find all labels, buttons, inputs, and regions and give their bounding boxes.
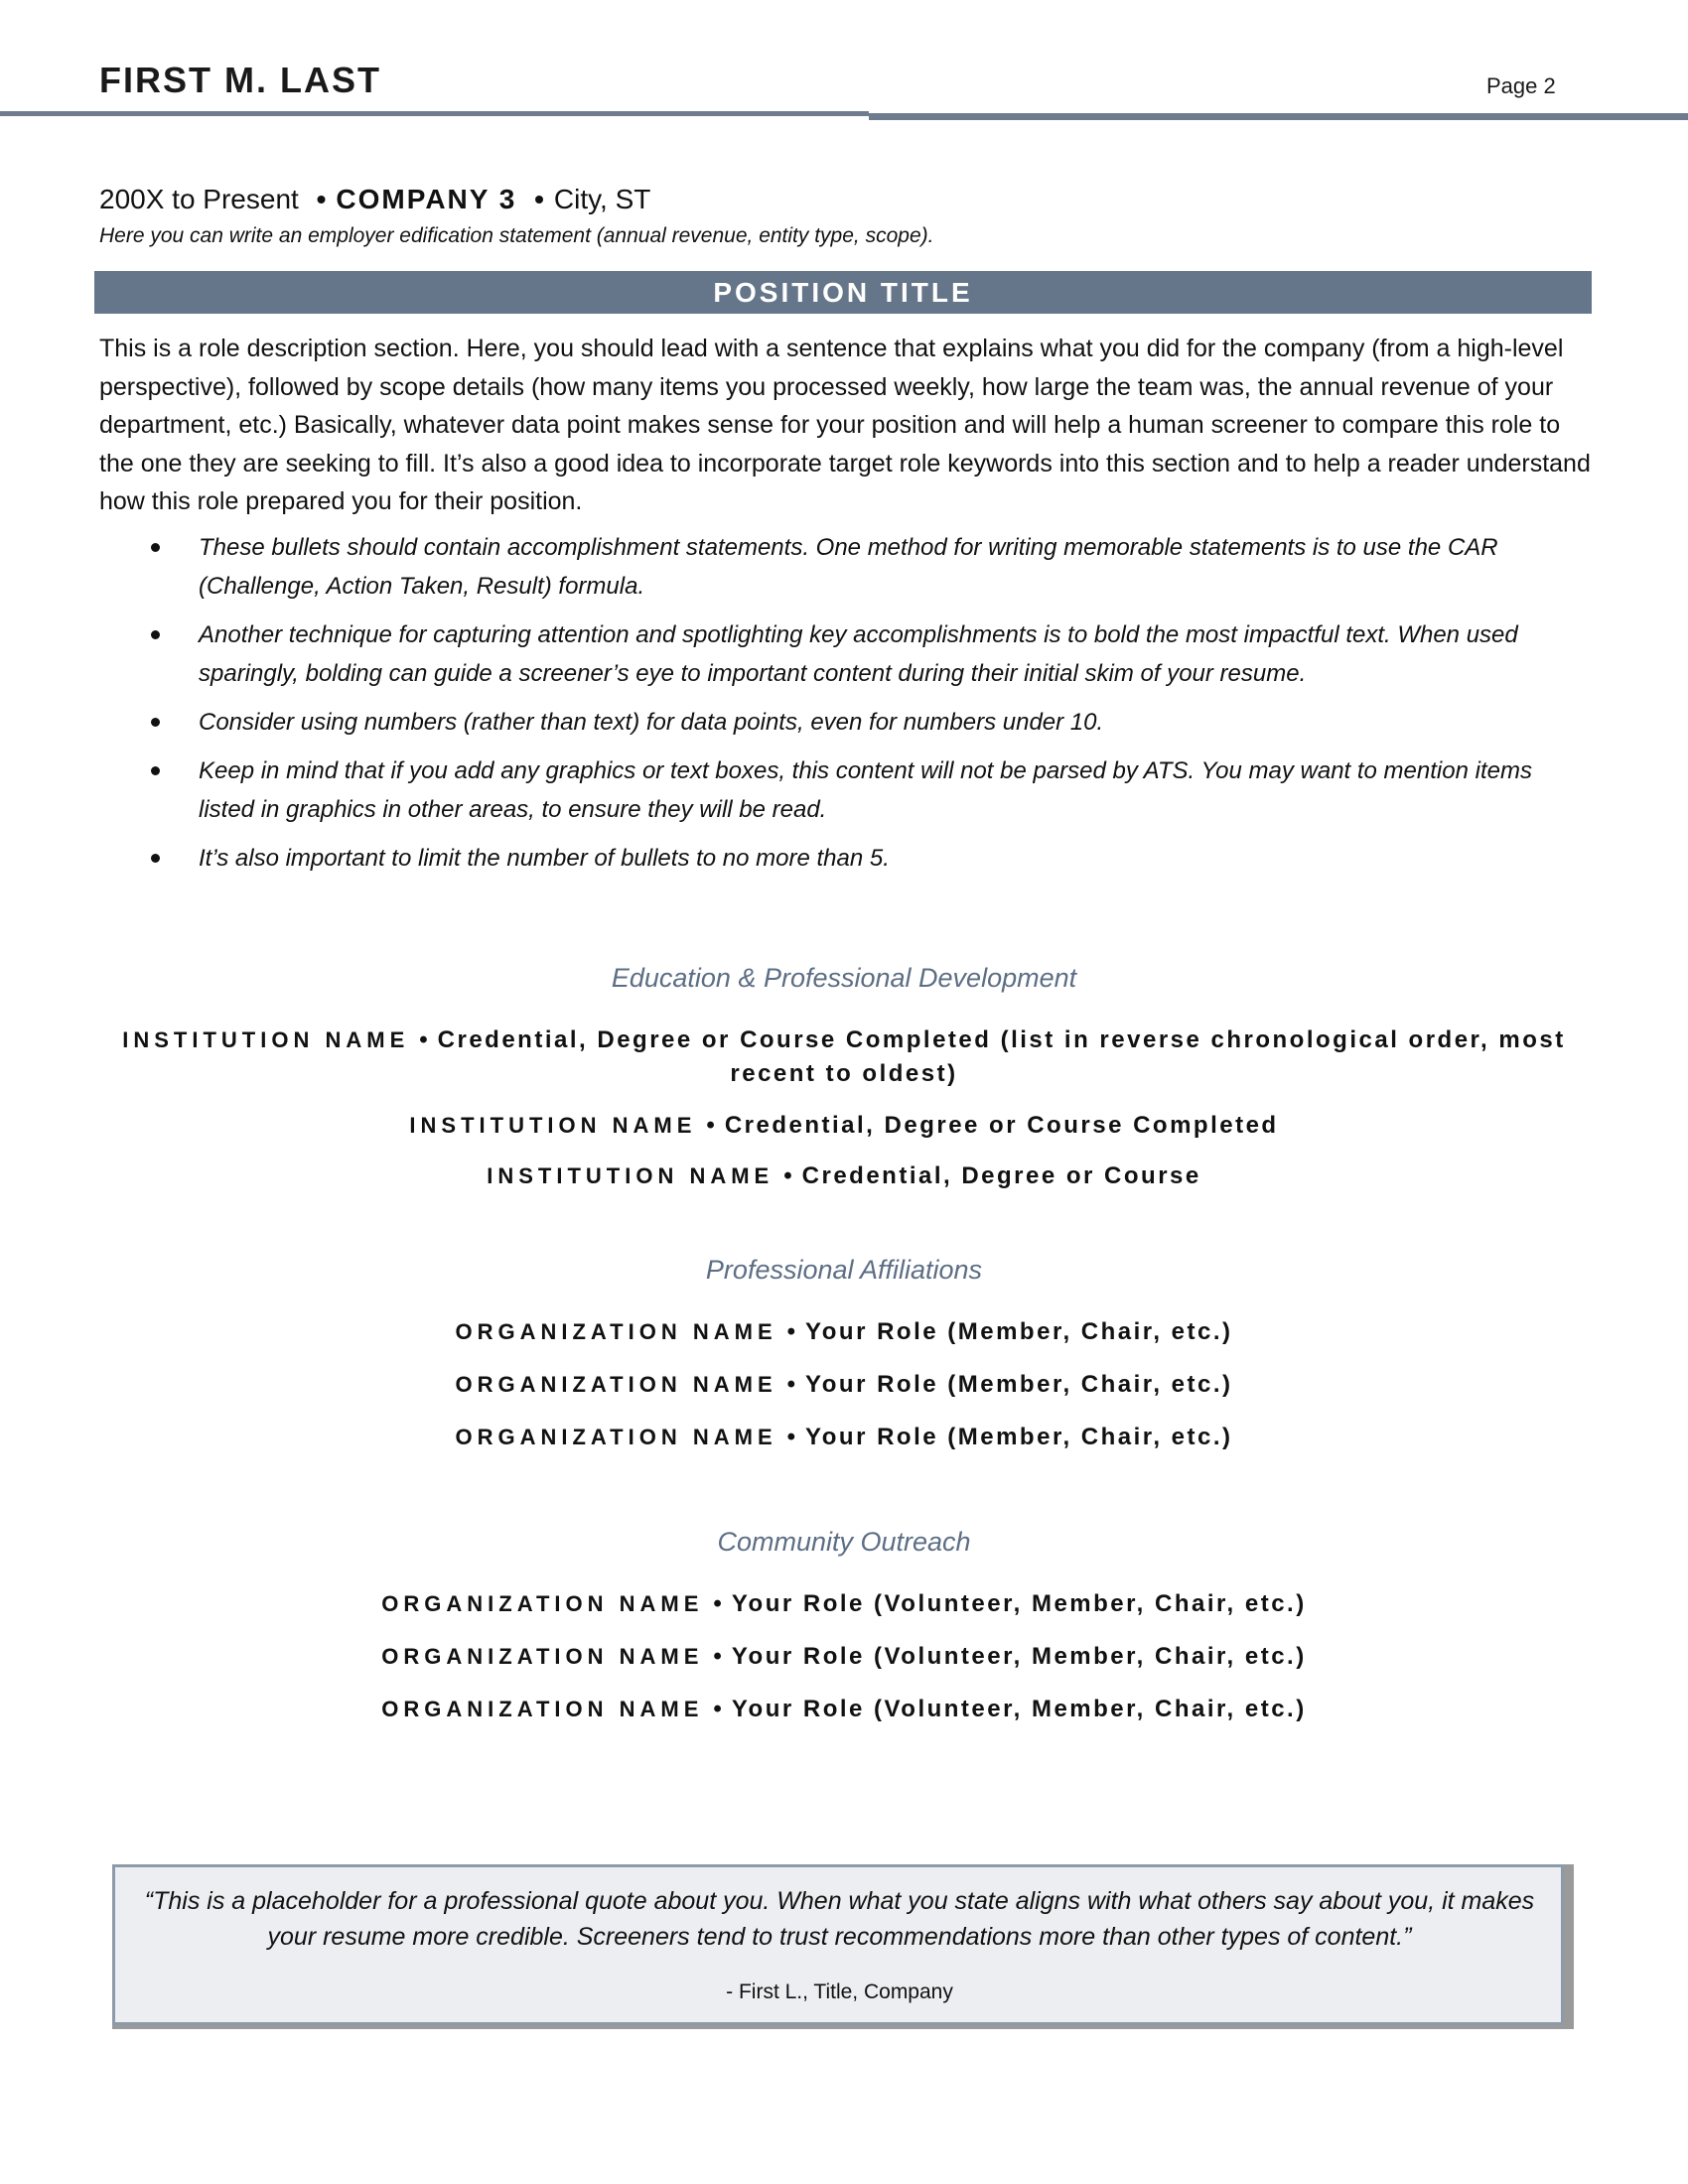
header-divider-right (869, 113, 1688, 120)
organization-name: ORGANIZATION NAME (455, 1372, 777, 1397)
bullet-icon (151, 630, 160, 639)
affiliation-entry (99, 1315, 1589, 1349)
separator-dot: • (786, 1318, 796, 1345)
outreach-entry (99, 1640, 1589, 1674)
organization-name: ORGANIZATION NAME (455, 1319, 777, 1344)
outreach-entry (99, 1587, 1589, 1621)
header-divider-left (0, 111, 869, 116)
position-title-bar (94, 271, 1592, 314)
education-entry (99, 1024, 1589, 1091)
education-heading: Education & Professional Development (611, 963, 1077, 993)
organization-role: Your Role (Member, Chair, etc.) (805, 1318, 1233, 1345)
separator-dot: • (419, 1026, 428, 1053)
list-item (99, 703, 1589, 742)
bullet-text: These bullets should contain accomplishment statements. One method for writing memorable statements is to use the CAR (Challenge, Action Taken, Result) formula. (199, 534, 1498, 600)
job-heading-line (99, 184, 650, 215)
organization-role: Your Role (Member, Chair, etc.) (805, 1371, 1233, 1398)
credential: Credential, Degree or Course (801, 1162, 1201, 1189)
company-name: COMPANY 3 (336, 184, 517, 214)
role-description: This is a role description section. Here, you should lead with a sentence that explains what you did for the company (from a high-level perspective), followed by scope details (how many items you processed weekly, how large the team was, the annual revenue of your department, etc.) Basically, whatever data point makes sense for your position and will help a human screener to compare this role to the one they are seeking to fill. It’s also a good idea to incorporate target role keywords into this section and to help a reader understand how this role prepared you for their position. (99, 335, 1591, 515)
list-item (99, 528, 1589, 606)
testimonial-quote: “This is a placeholder for a professional quote about you. When what you state aligns with what others say about you, it makes your resume more credible. Screeners tend to trust recommendations more than other types of content.” (144, 1887, 1535, 1951)
quote-box-shadow (112, 2025, 1574, 2029)
credential: Credential, Degree or Course Completed (list in reverse chronological order, most recent to oldest) (437, 1026, 1566, 1087)
separator-dot: • (783, 1162, 792, 1189)
institution-name: INSTITUTION NAME (487, 1163, 774, 1188)
accomplishment-list (99, 528, 1589, 887)
separator-dot: • (713, 1696, 722, 1722)
organization-name: ORGANIZATION NAME (455, 1425, 777, 1449)
separator-dot: • (316, 184, 327, 214)
candidate-name: FIRST M. LAST (99, 60, 381, 100)
organization-name: ORGANIZATION NAME (381, 1591, 704, 1616)
organization-role: Your Role (Volunteer, Member, Chair, etc.) (731, 1696, 1307, 1722)
affiliation-entry (99, 1421, 1589, 1454)
testimonial-attribution: - First L., Title, Company (726, 1980, 953, 2003)
separator-dot: • (706, 1112, 715, 1139)
institution-name: INSTITUTION NAME (409, 1113, 697, 1138)
affiliation-entry (99, 1368, 1589, 1402)
separator-dot: • (713, 1590, 722, 1617)
quote-box-shadow (1564, 1864, 1574, 2025)
position-title: POSITION TITLE (713, 277, 973, 308)
separator-dot: • (713, 1643, 722, 1670)
bullet-icon (151, 718, 160, 727)
organization-role: Your Role (Volunteer, Member, Chair, etc.) (731, 1643, 1307, 1670)
bullet-icon (151, 766, 160, 775)
job-dates: 200X to Present (99, 184, 299, 214)
page-number: Page 2 (1486, 73, 1556, 98)
outreach-entry (99, 1693, 1589, 1726)
list-item (99, 615, 1589, 693)
list-item (99, 839, 1589, 878)
outreach-heading: Community Outreach (717, 1527, 971, 1557)
bullet-text: Consider using numbers (rather than text) for data points, even for numbers under 10. (199, 709, 1104, 736)
institution-name: INSTITUTION NAME (122, 1027, 410, 1052)
company-location: City, ST (553, 184, 651, 214)
employer-edification: Here you can write an employer edification statement (annual revenue, entity type, scope). (99, 224, 934, 247)
organization-name: ORGANIZATION NAME (381, 1644, 704, 1669)
organization-name: ORGANIZATION NAME (381, 1697, 704, 1721)
bullet-text: Keep in mind that if you add any graphics or text boxes, this content will not be parsed by ATS. You may want to mention items listed in graphics in other areas, to ensure they will be read. (199, 757, 1532, 823)
affiliations-heading: Professional Affiliations (705, 1255, 983, 1285)
organization-role: Your Role (Member, Chair, etc.) (805, 1424, 1233, 1450)
bullet-icon (151, 543, 160, 552)
organization-role: Your Role (Volunteer, Member, Chair, etc.) (731, 1590, 1307, 1617)
bullet-icon (151, 854, 160, 863)
separator-dot: • (534, 184, 544, 214)
separator-dot: • (786, 1371, 796, 1398)
education-entry (99, 1109, 1589, 1143)
education-entry (99, 1160, 1589, 1193)
separator-dot: • (786, 1424, 796, 1450)
bullet-text: It’s also important to limit the number of bullets to no more than 5. (199, 845, 890, 872)
bullet-text: Another technique for capturing attention and spotlighting key accomplishments is to bold the most impactful text. When used sparingly, bolding can guide a screener’s eye to important content during their initial skim of your resume. (199, 621, 1518, 687)
credential: Credential, Degree or Course Completed (724, 1112, 1279, 1139)
list-item (99, 751, 1589, 829)
